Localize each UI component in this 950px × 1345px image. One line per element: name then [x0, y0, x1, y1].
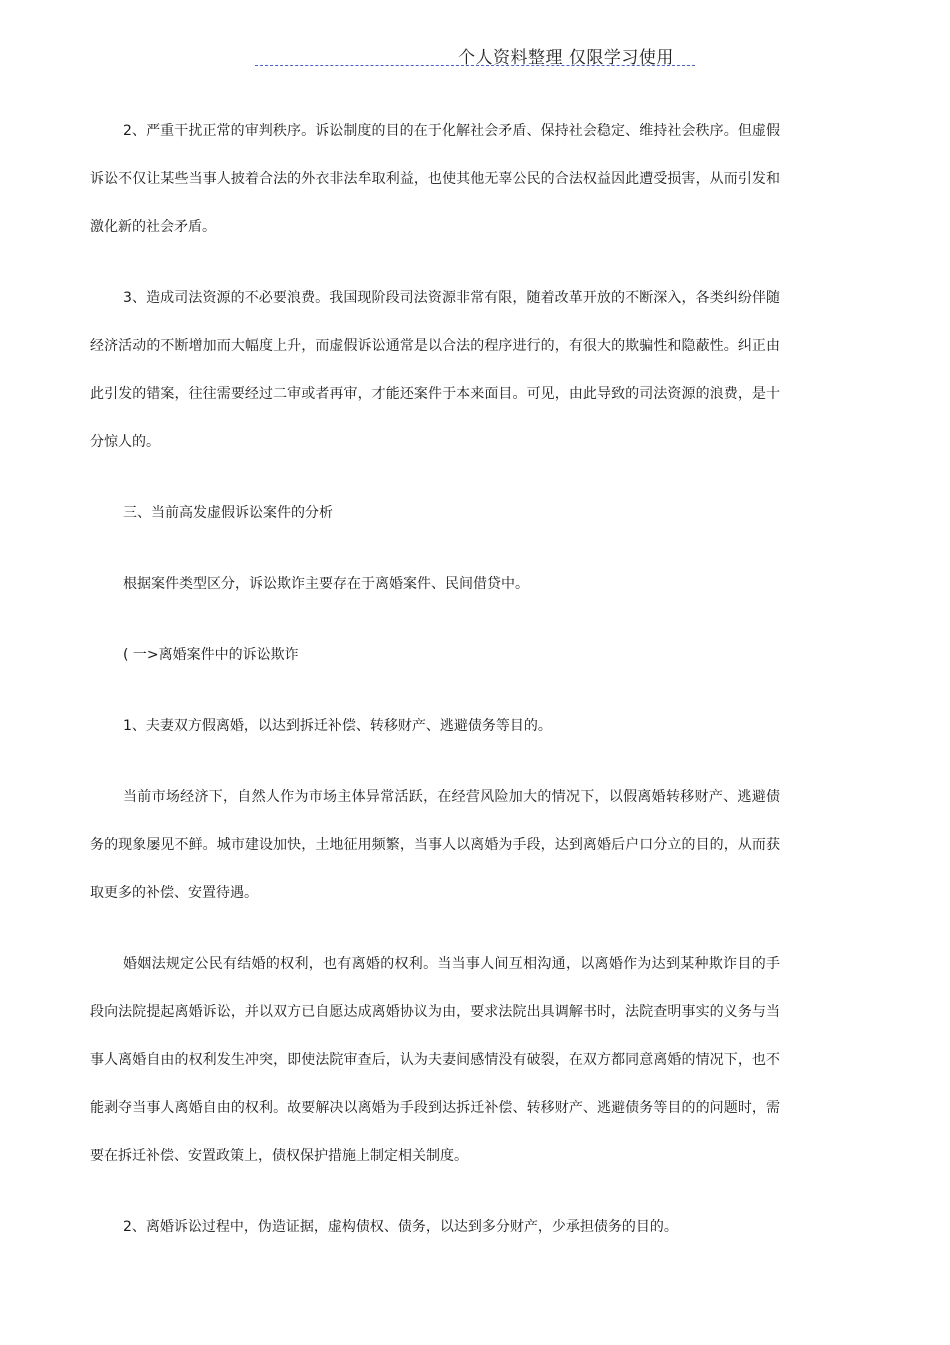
paragraph: 根据案件类型区分，诉讼欺诈主要存在于离婚案件、民间借贷中。	[123, 576, 529, 592]
subsection-heading: ( 一>离婚案件中的诉讼欺诈	[123, 647, 299, 663]
paragraph: 2、严重干扰正常的审判秩序。诉讼制度的目的在于化解社会矛盾、保持社会稳定、维持社会秩序。但虚假诉讼不仅让某些当事人披着合法的外衣非法牟取利益，也使其他无辜公民的合法权益因此遭受损害，从而引发和激化新的社会矛盾。	[90, 123, 780, 235]
document-body	[90, 107, 780, 1274]
paragraph: 3、造成司法资源的不必要浪费。我国现阶段司法资源非常有限，随着改革开放的不断深入，各类纠纷伴随经济活动的不断增加而大幅度上升，而虚假诉讼通常是以合法的程序进行的，有很大的欺骗性和隐蔽性。纠正由此引发的错案，往往需要经过二审或者再审，才能还案件于本来面目。可见，由此导致的司法资源的浪费，是十分惊人的。	[90, 290, 780, 450]
section-heading: 三、当前高发虚假诉讼案件的分析	[123, 505, 333, 521]
paragraph: 婚姻法规定公民有结婚的权利，也有离婚的权利。当当事人间互相沟通，以离婚作为达到某种欺诈目的手段向法院提起离婚诉讼，并以双方已自愿达成离婚协议为由，要求法院出具调解书时，法院查明事实的义务与当事人离婚自由的权利发生冲突，即使法院审查后，认为夫妻间感情没有破裂，在双方都同意离婚的情况下，也不能剥夺当事人离婚自由的权利。故要解决以离婚为手段到达拆迁补偿、转移财产、逃避债务等目的的问题时，需要在拆迁补偿、安置政策上，债权保护措施上制定相关制度。	[90, 956, 780, 1164]
paragraph: 当前市场经济下，自然人作为市场主体异常活跃，在经营风险加大的情况下，以假离婚转移财产、逃避债务的现象屡见不鲜。城市建设加快，土地征用频繁，当事人以离婚为手段，达到离婚后户口分立的目的，从而获取更多的补偿、安置待遇。	[90, 789, 780, 901]
header-title: 个人资料整理 仅限学习使用	[458, 48, 674, 68]
paragraph: 1、夫妻双方假离婚，以达到拆迁补偿、转移财产、逃避债务等目的。	[123, 718, 552, 734]
page-header	[0, 40, 950, 70]
header-dashed-underline	[255, 65, 695, 66]
paragraph: 2、离婚诉讼过程中，伪造证据，虚构债权、债务，以达到多分财产，少承担债务的目的。	[123, 1219, 678, 1235]
